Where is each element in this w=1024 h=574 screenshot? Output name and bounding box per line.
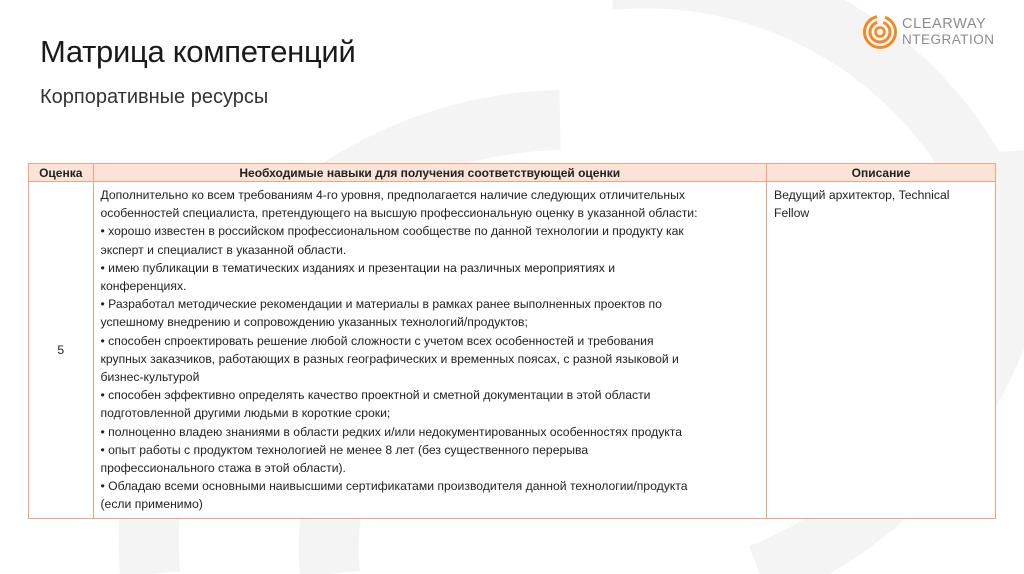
skills-line: эксперт и специалист в указанной области. xyxy=(100,242,347,257)
logo-icon xyxy=(862,14,898,50)
header-skills: Необходимые навыки для получения соответствующей оценки xyxy=(93,164,767,182)
skills-line: • способен эффективно определять качество проектной и сметной документации в этой области xyxy=(100,388,651,403)
skills-line: конференциях. xyxy=(100,279,187,294)
skills-line: бизнес-культурой xyxy=(100,370,200,385)
description-line: Ведущий архитектор, Technical xyxy=(774,188,950,202)
skills-line: (если применимо) xyxy=(100,497,203,512)
logo-line-2: NTEGRATION xyxy=(902,32,995,47)
skills-line: • способен спроектировать решение любой сложности с учетом всех особенностей и требования xyxy=(100,333,654,348)
header-description: Описание xyxy=(767,164,996,182)
grade-cell: 5 xyxy=(29,182,94,519)
competency-matrix-table xyxy=(28,163,996,519)
skills-line: подготовленной другими людьми в короткие сроки; xyxy=(100,406,391,421)
skills-cell xyxy=(93,182,767,519)
skills-line: особенностей специалиста, претендующего на высшую профессиональную оценку в указанной области: xyxy=(100,206,698,221)
description-cell xyxy=(767,182,996,519)
skills-line: крупных заказчиков, работающих в разных географических и временных поясах, с разной языковой и xyxy=(100,351,679,366)
skills-line: • хорошо известен в российском профессиональном сообществе по данной технологии и продукту как xyxy=(100,224,684,239)
skills-line: • имею публикации в тематических изданиях и презентации на различных мероприятиях и xyxy=(100,260,616,275)
skills-line: профессионального стажа в этой области). xyxy=(100,461,346,476)
page-title: Матрица компетенций xyxy=(40,34,356,69)
table-row xyxy=(29,182,996,519)
description-line: Fellow xyxy=(774,206,810,221)
skills-line: успешному внедрению и сопровождению указанных технологий/продуктов; xyxy=(100,315,528,330)
table-header-row xyxy=(29,164,996,182)
skills-line: • Разработал методические рекомендации и материалы в рамках ранее выполненных проектов по xyxy=(100,297,662,312)
skills-line: Дополнительно ко всем требованиям 4-го уровня, предполагается наличие следующих отличительных xyxy=(100,188,685,202)
logo-line-1: CLEARWAY xyxy=(902,16,987,32)
header-grade: Оценка xyxy=(29,164,94,182)
skills-line: • Обладаю всеми основными наивысшими сертификатами производителя данной технологии/продукта xyxy=(100,479,688,494)
skills-line: • полноценно владею знаниями в области редких и/или недокументированных особенностях продукта xyxy=(100,424,682,439)
logo-wordmark xyxy=(902,17,995,47)
page-subtitle: Корпоративные ресурсы xyxy=(40,86,269,108)
skills-line: • опыт работы с продуктом технологией не менее 8 лет (без существенного перерыва xyxy=(100,442,589,457)
company-logo xyxy=(862,12,1012,52)
